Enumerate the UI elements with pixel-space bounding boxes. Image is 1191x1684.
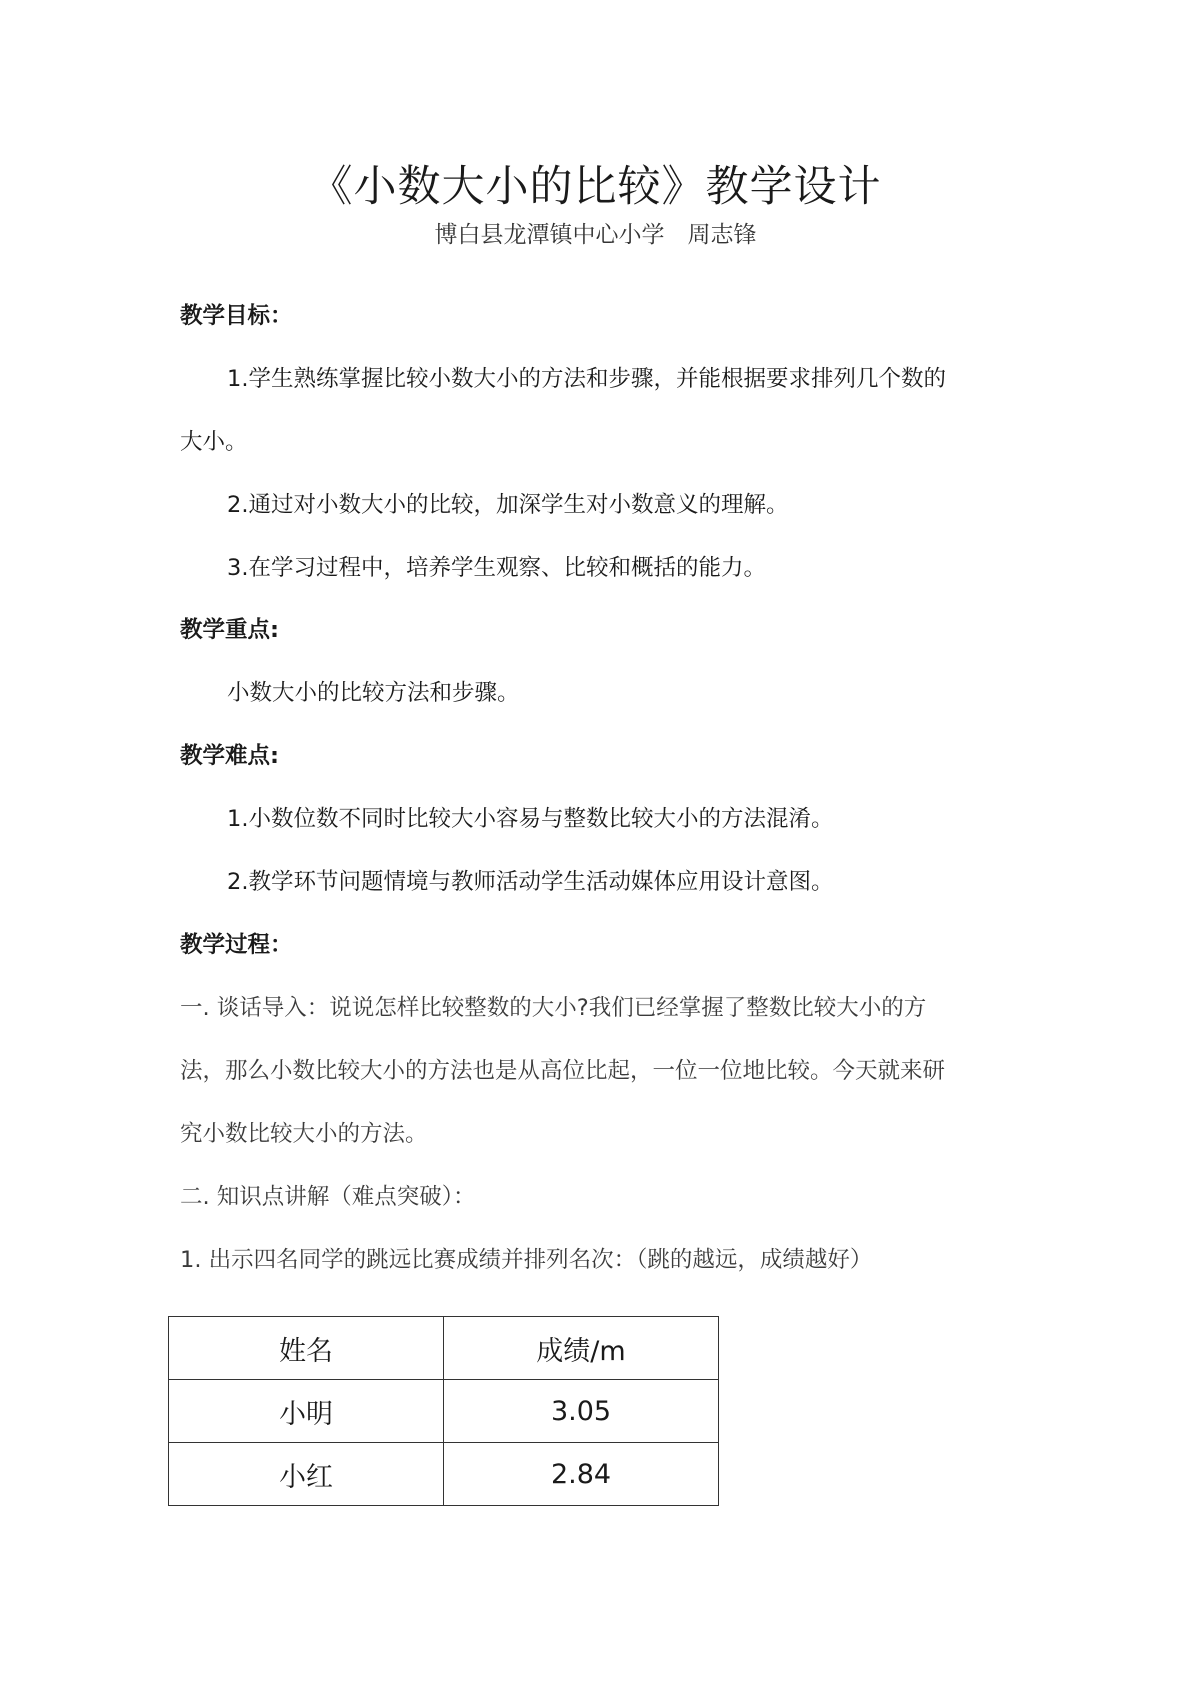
process-heading: 教学过程： xyxy=(180,932,293,958)
header-score: 成绩/m xyxy=(444,1317,719,1380)
cell-name: 小明 xyxy=(169,1380,444,1443)
process-intro-line-1: 一. 谈话导入：说说怎样比较整数的大小?我们已经掌握了整数比较大小的方 xyxy=(180,995,927,1021)
score-table xyxy=(168,1316,719,1506)
process-intro-line-3: 究小数比较大小的方法。 xyxy=(180,1121,428,1147)
header-name: 姓名 xyxy=(169,1317,444,1380)
table-header-row xyxy=(169,1317,719,1380)
table-row xyxy=(169,1443,719,1506)
cell-score: 2.84 xyxy=(444,1443,719,1506)
difficulty-1: 1.小数位数不同时比较大小容易与整数比较大小的方法混淆。 xyxy=(227,806,834,832)
document-title: 《小数大小的比较》教学设计 xyxy=(309,162,882,212)
cell-score: 3.05 xyxy=(444,1380,719,1443)
process-intro-line-2: 法，那么小数比较大小的方法也是从高位比起，一位一位地比较。今天就来研 xyxy=(180,1058,946,1084)
process-step-1: 1. 出示四名同学的跳远比赛成绩并排列名次：（跳的越远，成绩越好） xyxy=(180,1247,873,1273)
key-points-text: 小数大小的比较方法和步骤。 xyxy=(227,680,520,706)
table-row xyxy=(169,1380,719,1443)
objective-1-line-1: 1.学生熟练掌握比较小数大小的方法和步骤，并能根据要求排列几个数的 xyxy=(227,366,946,392)
objectives-heading: 教学目标： xyxy=(180,303,293,329)
objective-2: 2.通过对小数大小的比较，加深学生对小数意义的理解。 xyxy=(227,492,789,518)
key-points-heading: 教学重点: xyxy=(180,617,279,643)
difficulties-heading: 教学难点: xyxy=(180,743,279,769)
author-line: 博白县龙潭镇中心小学 周志锋 xyxy=(434,222,757,248)
process-section-2: 二. 知识点讲解（难点突破）： xyxy=(180,1184,476,1210)
cell-name: 小红 xyxy=(169,1443,444,1506)
objective-1-line-2: 大小。 xyxy=(180,429,248,455)
objective-3: 3.在学习过程中，培养学生观察、比较和概括的能力。 xyxy=(227,555,766,581)
difficulty-2: 2.教学环节问题情境与教师活动学生活动媒体应用设计意图。 xyxy=(227,869,834,895)
